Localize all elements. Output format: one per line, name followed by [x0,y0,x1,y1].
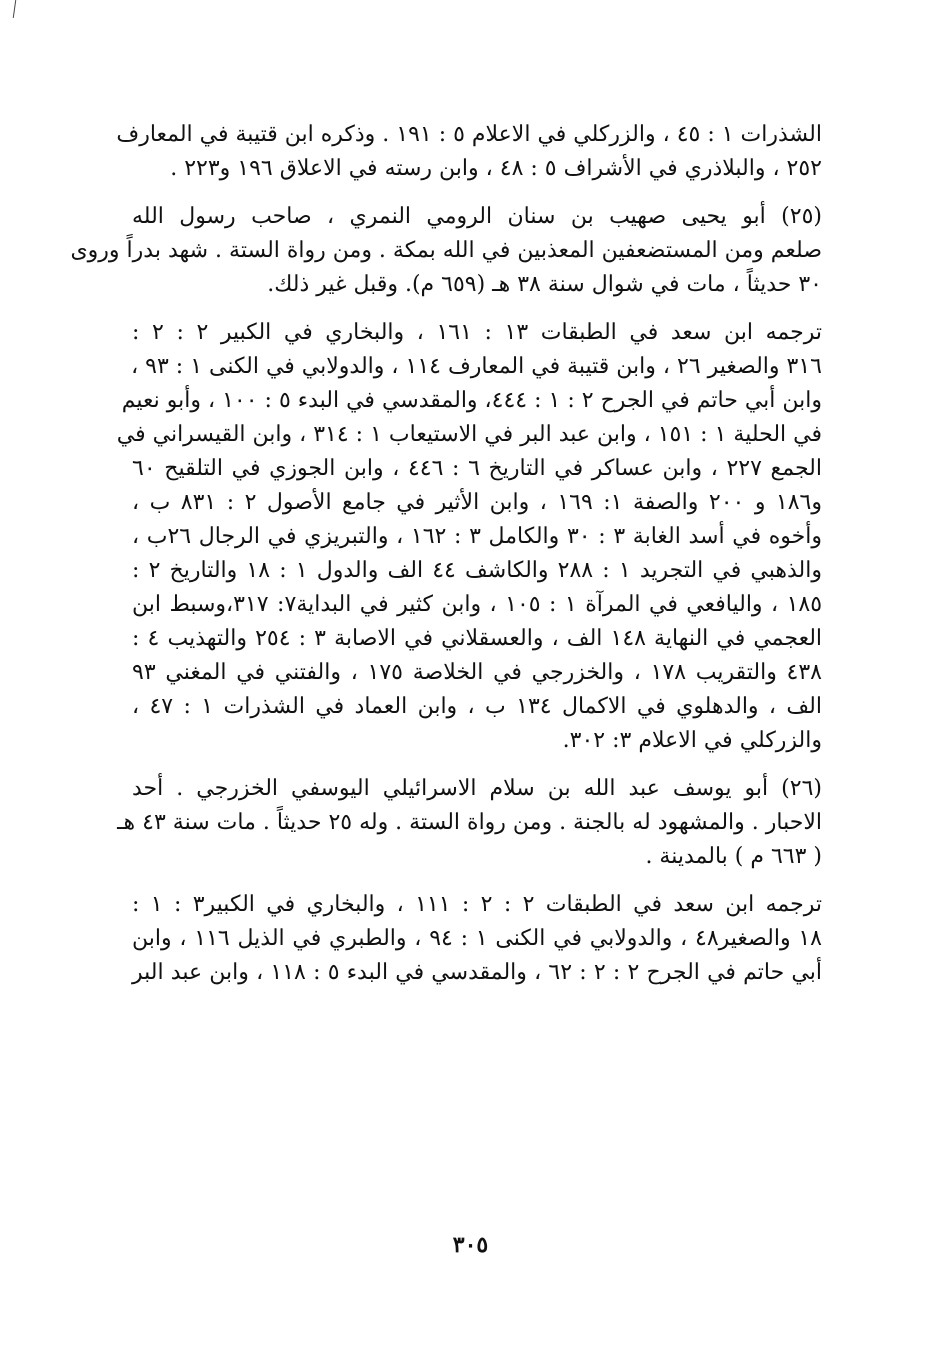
scan-corner-mark [13,0,16,18]
paragraph-entry-25 [70,200,822,302]
text-line: ١٨٥ ، واليافعي في المرآة ١ : ١٠٥ ، وابن كثير في البداية٧: ٣١٧،وسبط ابن [132,592,823,617]
text-line: ( ٦٦٣ م ) بالمدينة . [645,844,822,869]
text-line: ٣٠ حديثاً ، مات في شوال سنة ٣٨ هـ (٦٥٩ م). وقبل غير ذلك. [267,272,822,297]
text-line: وابن أبي حاتم في الجرح ٢ : ١ : ٤٤٤، والمقدسي في البدء ٥ : ١٠٠ ، وأبو نعيم [121,388,822,413]
text-line: ١٨ والصغير٤٨ ، والدولابي في الكنى ١ : ٩٤ ، والطبري في الذيل ١١٦ ، وابن [132,926,822,951]
text-line: وأخوه في أسد الغابة ٣ : ٣٠ والكامل ٣ : ١٦٢ ، والتبريزي في الرجال ٢٦ب ، [132,524,822,549]
page-body [70,118,823,1004]
text-line: الجمع ٢٢٧ ، وابن عساكر في التاريخ ٦ : ٤٤٦ ، وابن الجوزي في التلقيح ٦٠ [132,456,823,481]
text-line: في الحلية ١ : ١٥١ ، وابن عبد البر في الاستيعاب ١ : ٣١٤ ، وابن القيسراني في [116,422,822,447]
text-line: ترجمه ابن سعد في الطبقات ١٣ : ١٦١ ، والبخاري في الكبير ٢ : ٢ : [132,320,822,345]
text-line: ٣١٦ والصغير ٢٦ ، وابن قتيبة في المعارف ١١٤ ، والدولابي في الكنى ١ : ٩٣ ، [131,354,822,379]
text-line: والذهبي في التجريد ١ : ٢٨٨ والكاشف ٤٤ الف والدول ١ : ١٨ والتاريخ ٢ : [132,558,822,583]
text-line: الف ، والدهلوي في الاكمال ١٣٤ ب ، وابن العماد في الشذرات ١ : ٤٧ ، [132,694,822,719]
paragraph-note-continued [116,118,822,186]
text-line: (٢٦) أبو يوسف عبد الله بن سلام الاسرائيلي اليوسفي الخزرجي . أحد [132,776,822,801]
text-line: ٢٥٢ ، والبلاذري في الأشراف ٥ : ٤٨ ، وابن رسته في الاعلاق ١٩٦ و٢٢٣ . [170,156,822,181]
text-line: الاحبار . والمشهود له بالجنة . ومن رواة الستة . وله ٢٥ حديثاً . مات سنة ٤٣ هـ [117,810,822,835]
text-line: و١٨٦ و ٢٠٠ والصفة ١: ١٦٩ ، وابن الأثير في جامع الأصول ٢ : ٨٣١ ب ، [132,490,822,515]
text-line: صلعم ومن المستضعفين المعذبين في الله بمكة . ومن رواة الستة . شهد بدراً وروى [70,238,822,263]
text-line: أبي حاتم في الجرح ٢ : ٢ : ٦٢ ، والمقدسي في البدء ٥ : ١١٨ ، وابن عبد البر [132,960,822,985]
paragraph-sources-26 [132,888,822,990]
text-line: ٤٣٨ والتقريب ١٧٨ ، والخزرجي في الخلاصة ١٧٥ ، والفتني في المغني ٩٣ [132,660,822,685]
text-line: ترجمه ابن سعد في الطبقات ٢ : ٢ : ١١١ ، والبخاري في الكبير٣ : ١ : [132,892,822,917]
text-line: والزركلي في الاعلام ٣: ٣٠٢. [562,728,822,753]
page-number: ٣٠٥ [452,1232,489,1258]
text-line: (٢٥) أبو يحيى صهيب بن سنان الرومي النمري ، صاحب رسول الله [132,204,822,229]
paragraph-sources-25 [116,316,823,758]
text-line: الشذرات ١ : ٤٥ ، والزركلي في الاعلام ٥ : ١٩١ . وذكره ابن قتيبة في المعارف [116,122,822,147]
paragraph-entry-26 [117,772,822,874]
text-line: العجمي في النهاية ١٤٨ الف ، والعسقلاني في الاصابة ٣ : ٢٥٤ والتهذيب ٤ : [132,626,823,651]
